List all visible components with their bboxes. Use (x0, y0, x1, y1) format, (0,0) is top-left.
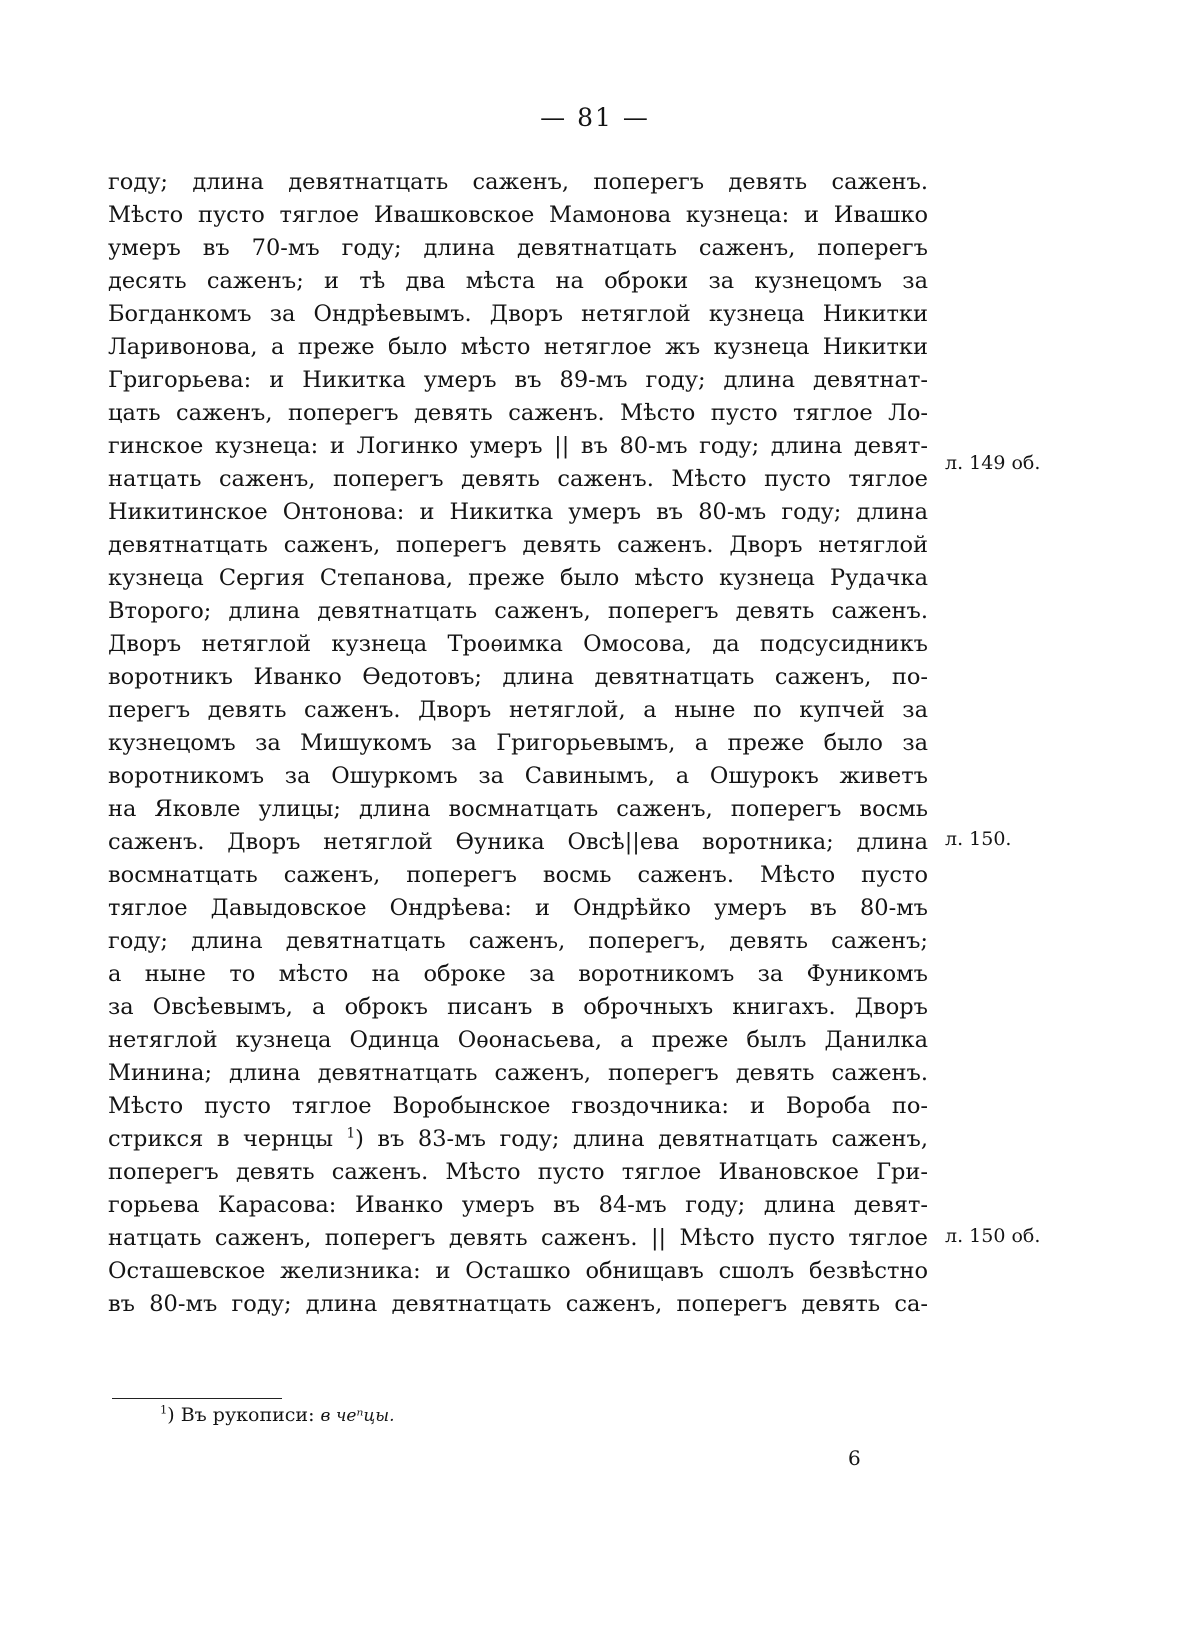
footnote-text: ) Въ рукописи: (167, 1404, 321, 1426)
text-line: нетяглой кузнеца Одинца Оѳонасьева, а преже былъ Данилка (108, 1027, 928, 1053)
text-line: а ныне то мѣсто на оброке за воротникомъ за Фуникомъ (108, 961, 928, 987)
text-line: девятнатцать саженъ, поперегъ девять саженъ. Дворъ нетяглой (108, 532, 928, 558)
text-line: Никитинское Онтонова: и Никитка умеръ въ 80-мъ году; длина (108, 499, 928, 525)
text-line: кузнеца Сергия Степанова, преже было мѣсто кузнеца Рудачка (108, 565, 928, 591)
text-line: воротникъ Иванко Ѳедотовъ; длина девятнатцать саженъ, по- (108, 664, 928, 690)
text-line: Дворъ нетяглой кузнеца Троѳимка Омосова, да подсусидникъ (108, 631, 928, 657)
footnote-marker: 1 (346, 1125, 356, 1142)
text-line: году; длина девятнатцать саженъ, поперегъ, девять саженъ; (108, 928, 928, 954)
text-line: десять саженъ; и тѣ два мѣста на оброки за кузнецомъ за (108, 268, 928, 294)
footnote-divider (112, 1398, 282, 1399)
text-line: натцать саженъ, поперегъ девять саженъ. Мѣсто пусто тяглое (108, 466, 928, 492)
text-line: Мѣсто пусто тяглое Воробынское гвоздочника: и Вороба по- (108, 1093, 928, 1119)
page-number-header: — 81 — (540, 103, 650, 132)
footnote-number: 1 (160, 1402, 168, 1417)
text-line: году; длина девятнатцать саженъ, поперегъ девять саженъ. (108, 169, 928, 195)
margin-folio-note: л. 150. (945, 828, 1012, 850)
text-line: кузнецомъ за Мишукомъ за Григорьевымъ, а преже было за (108, 730, 928, 756)
text-line: на Яковле улицы; длина восмнатцать саженъ, поперегъ восмь (108, 796, 928, 822)
text-line: Ларивонова, а преже было мѣсто нетяглое жъ кузнеца Никитки (108, 334, 928, 360)
footnote-manuscript-reading: в чеⁿцы. (320, 1406, 395, 1426)
text-line: гинское кузнеца: и Логинко умеръ || въ 80-мъ году; длина девят- (108, 433, 928, 459)
text-line: восмнатцать саженъ, поперегъ восмь саженъ. Мѣсто пусто (108, 862, 928, 888)
margin-folio-note: л. 150 об. (945, 1225, 1041, 1247)
text-line: Мѣсто пусто тяглое Ивашковское Мамонова кузнеца: и Ивашко (108, 202, 928, 228)
text-segment: ) въ 83-мъ году; длина девятнатцать саженъ, (355, 1126, 929, 1152)
printer-signature-mark: 6 (848, 1446, 861, 1470)
text-line: поперегъ девять саженъ. Мѣсто пусто тяглое Ивановское Гри- (108, 1159, 928, 1185)
text-line: Осташевское желизника: и Осташко обнищавъ сшолъ безвѣстно (108, 1258, 928, 1284)
text-line: Второго; длина девятнатцать саженъ, поперегъ девять саженъ. (108, 598, 928, 624)
text-line: въ 80-мъ году; длина девятнатцать саженъ, поперегъ девять са- (108, 1291, 928, 1317)
text-line: саженъ. Дворъ нетяглой Ѳуника Овсѣ||ева воротника; длина (108, 829, 928, 855)
text-line-with-footnote (108, 1123, 928, 1156)
text-segment: стрикся в чернцы (108, 1126, 333, 1152)
text-line: тяглое Давыдовское Ондрѣева: и Ондрѣйко умеръ въ 80-мъ (108, 895, 928, 921)
text-line: Григорьева: и Никитка умеръ въ 89-мъ году; длина девятнат- (108, 367, 928, 393)
text-line: цать саженъ, поперегъ девять саженъ. Мѣсто пусто тяглое Ло- (108, 400, 928, 426)
text-line: за Овсѣевымъ, а оброкъ писанъ в оброчныхъ книгахъ. Дворъ (108, 994, 928, 1020)
body-text (108, 166, 928, 1321)
text-line: перегъ девять саженъ. Дворъ нетяглой, а ныне по купчей за (108, 697, 928, 723)
text-line: Богданкомъ за Ондрѣевымъ. Дворъ нетяглой кузнеца Никитки (108, 301, 928, 327)
text-line: Минина; длина девятнатцать саженъ, поперегъ девять саженъ. (108, 1060, 928, 1086)
text-line: натцать саженъ, поперегъ девять саженъ. || Мѣсто пусто тяглое (108, 1225, 928, 1251)
text-line: умеръ въ 70-мъ году; длина девятнатцать саженъ, поперегъ (108, 235, 928, 261)
text-line: воротникомъ за Ошуркомъ за Савинымъ, а Ошурокъ живетъ (108, 763, 928, 789)
footnote (160, 1404, 394, 1426)
margin-folio-note: л. 149 об. (945, 452, 1041, 474)
text-line: горьева Карасова: Иванко умеръ въ 84-мъ году; длина девят- (108, 1192, 928, 1218)
